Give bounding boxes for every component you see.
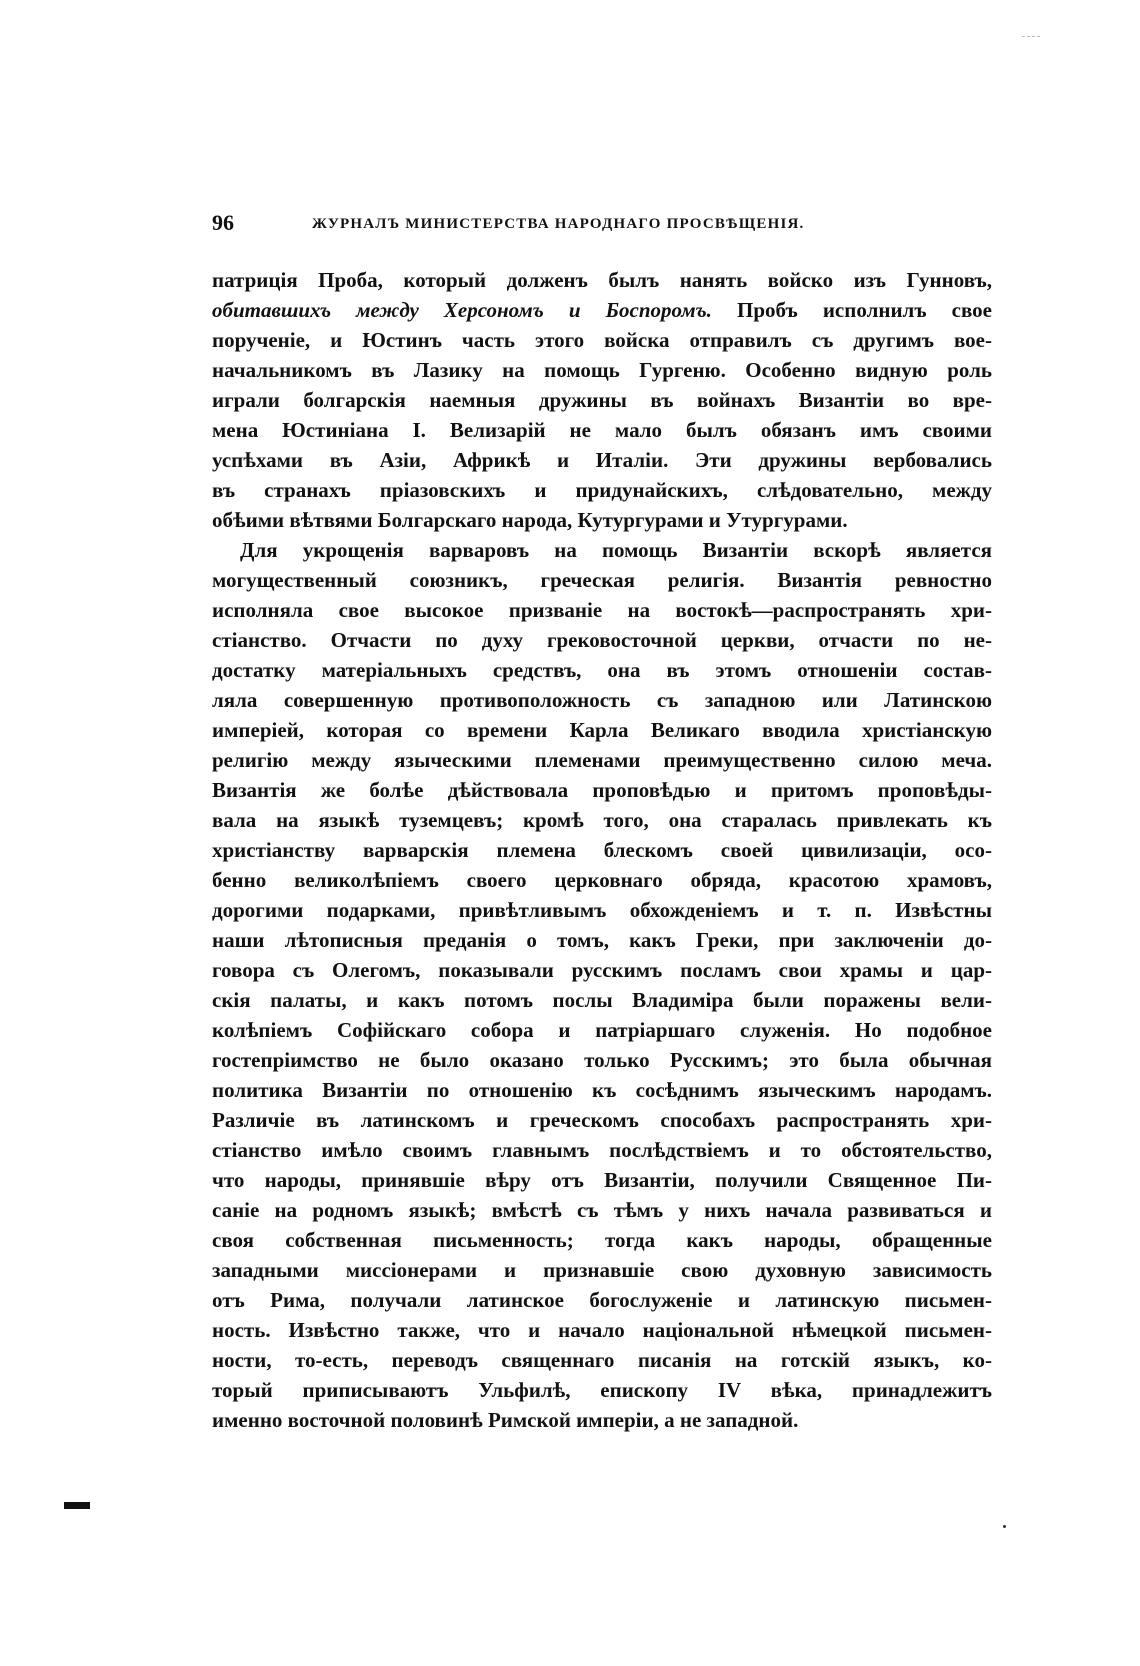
scan-artifact-mark (1022, 36, 1040, 38)
text-line: саніе на родномъ языкѣ; вмѣстѣ съ тѣмъ у нихъ начала развиваться и (212, 1198, 992, 1222)
text-line: патриція Проба, который долженъ былъ нанять войско изъ Гунновъ, (212, 268, 992, 292)
text-line: обитавшихъ между Херсономъ и Боспоромъ. Пробъ исполнилъ свое (212, 298, 992, 322)
italic-phrase: обитавшихъ между Херсономъ и Боспоромъ. (212, 298, 712, 322)
running-header (212, 210, 972, 240)
text-line: бенно великолѣпіемъ своего церковнаго обряда, красотою храмовъ, (212, 868, 992, 892)
text-line: что народы, принявшіе вѣру отъ Византіи, получили Священное Пи- (212, 1168, 992, 1192)
text-line: наши лѣтописныя преданія о томъ, какъ Греки, при заключеніи до- (212, 928, 992, 952)
text-line: политика Византіи по отношенію къ сосѣднимъ языческимъ народамъ. (212, 1078, 992, 1102)
text-line: достатку матеріальныхъ средствъ, она въ этомъ отношеніи состав- (212, 658, 992, 682)
text-line: стіанство имѣло своимъ главнымъ послѣдствіемъ и то обстоятельство, (212, 1138, 992, 1162)
text-line: своя собственная письменность; тогда какъ народы, обращенные (212, 1228, 992, 1252)
text-line: стіанство. Отчасти по духу грековосточной церкви, отчасти по не- (212, 628, 992, 652)
text-line: могущественный союзникъ, греческая религія. Византія ревностно (212, 568, 992, 592)
text-line: Различіе въ латинскомъ и греческомъ способахъ распространять хри- (212, 1108, 992, 1132)
text-line: западными миссіонерами и признавшіе свою духовную зависимость (212, 1258, 992, 1282)
text-line: ность. Извѣстно также, что и начало національной нѣмецкой письмен- (212, 1318, 992, 1342)
scan-artifact-bar (64, 1502, 90, 1509)
text-line: дорогими подарками, привѣтливымъ обхожденіемъ и т. п. Извѣстны (212, 898, 992, 922)
paragraph-first-line: Для укрощенія варваровъ на помощь Византіи вскорѣ является (240, 538, 992, 562)
text-line: вала на языкѣ туземцевъ; кромѣ того, она старалась привлекать къ (212, 808, 992, 832)
text-line: христіанству варварскія племена блескомъ своей цивилизаціи, осо- (212, 838, 992, 862)
text-line: религію между языческими племенами преимущественно силою меча. (212, 748, 992, 772)
text-line: исполняла свое высокое призваніе на востокѣ—распространять хри- (212, 598, 992, 622)
text-line: колѣпіемъ Софійскаго собора и патріаршаго служенія. Но подобное (212, 1018, 992, 1042)
text-line: гостепріимство не было оказано только Русскимъ; это была обычная (212, 1048, 992, 1072)
text-line: обѣими вѣтвями Болгарскаго народа, Кутургурами и Утургурами. (212, 508, 848, 532)
text-line: ляла совершенную противоположность съ западною или Латинскою (212, 688, 992, 712)
text-line: отъ Рима, получали латинское богослуженіе и латинскую письмен- (212, 1288, 992, 1312)
page-number: 96 (212, 210, 234, 235)
text-line: торый приписываютъ Ульфилѣ, епископу IV вѣка, принадлежитъ (212, 1378, 992, 1402)
text-line: Византія же болѣе дѣйствовала проповѣдью и притомъ проповѣды- (212, 778, 992, 802)
scan-artifact-dot (1003, 1525, 1006, 1528)
text-line: имперіей, которая со времени Карла Великаго вводила христіанскую (212, 718, 992, 742)
text-line: порученіе, и Юстинъ часть этого войска отправилъ съ другимъ вое- (212, 328, 992, 352)
text-line: начальникомъ въ Лазику на помощь Гургеню. Особенно видную роль (212, 358, 992, 382)
text-line: играли болгарскія наемныя дружины въ войнахъ Византіи во вре- (212, 388, 992, 412)
text-line: въ странахъ пріазовскихъ и придунайскихъ, слѣдовательно, между (212, 478, 992, 502)
text-line: ности, то-есть, переводъ священнаго писанія на готскій языкъ, ко- (212, 1348, 992, 1372)
text-line: скія палаты, и какъ потомъ послы Владиміра были поражены вели- (212, 988, 992, 1012)
text-line: успѣхами въ Азіи, Африкѣ и Италіи. Эти дружины вербовались (212, 448, 992, 472)
text-line: именно восточной половинѣ Римской имперіи, а не западной. (212, 1408, 799, 1432)
text-line: мена Юстиніана I. Велизарій не мало былъ обязанъ имъ своими (212, 418, 992, 442)
text-line: говора съ Олегомъ, показывали русскимъ посламъ свои храмы и цар- (212, 958, 992, 982)
body-text (212, 265, 992, 1435)
journal-title: ЖУРНАЛЪ МИНИСТЕРСТВА НАРОДНАГО ПРОСВѢЩЕНІЯ. (312, 216, 805, 232)
